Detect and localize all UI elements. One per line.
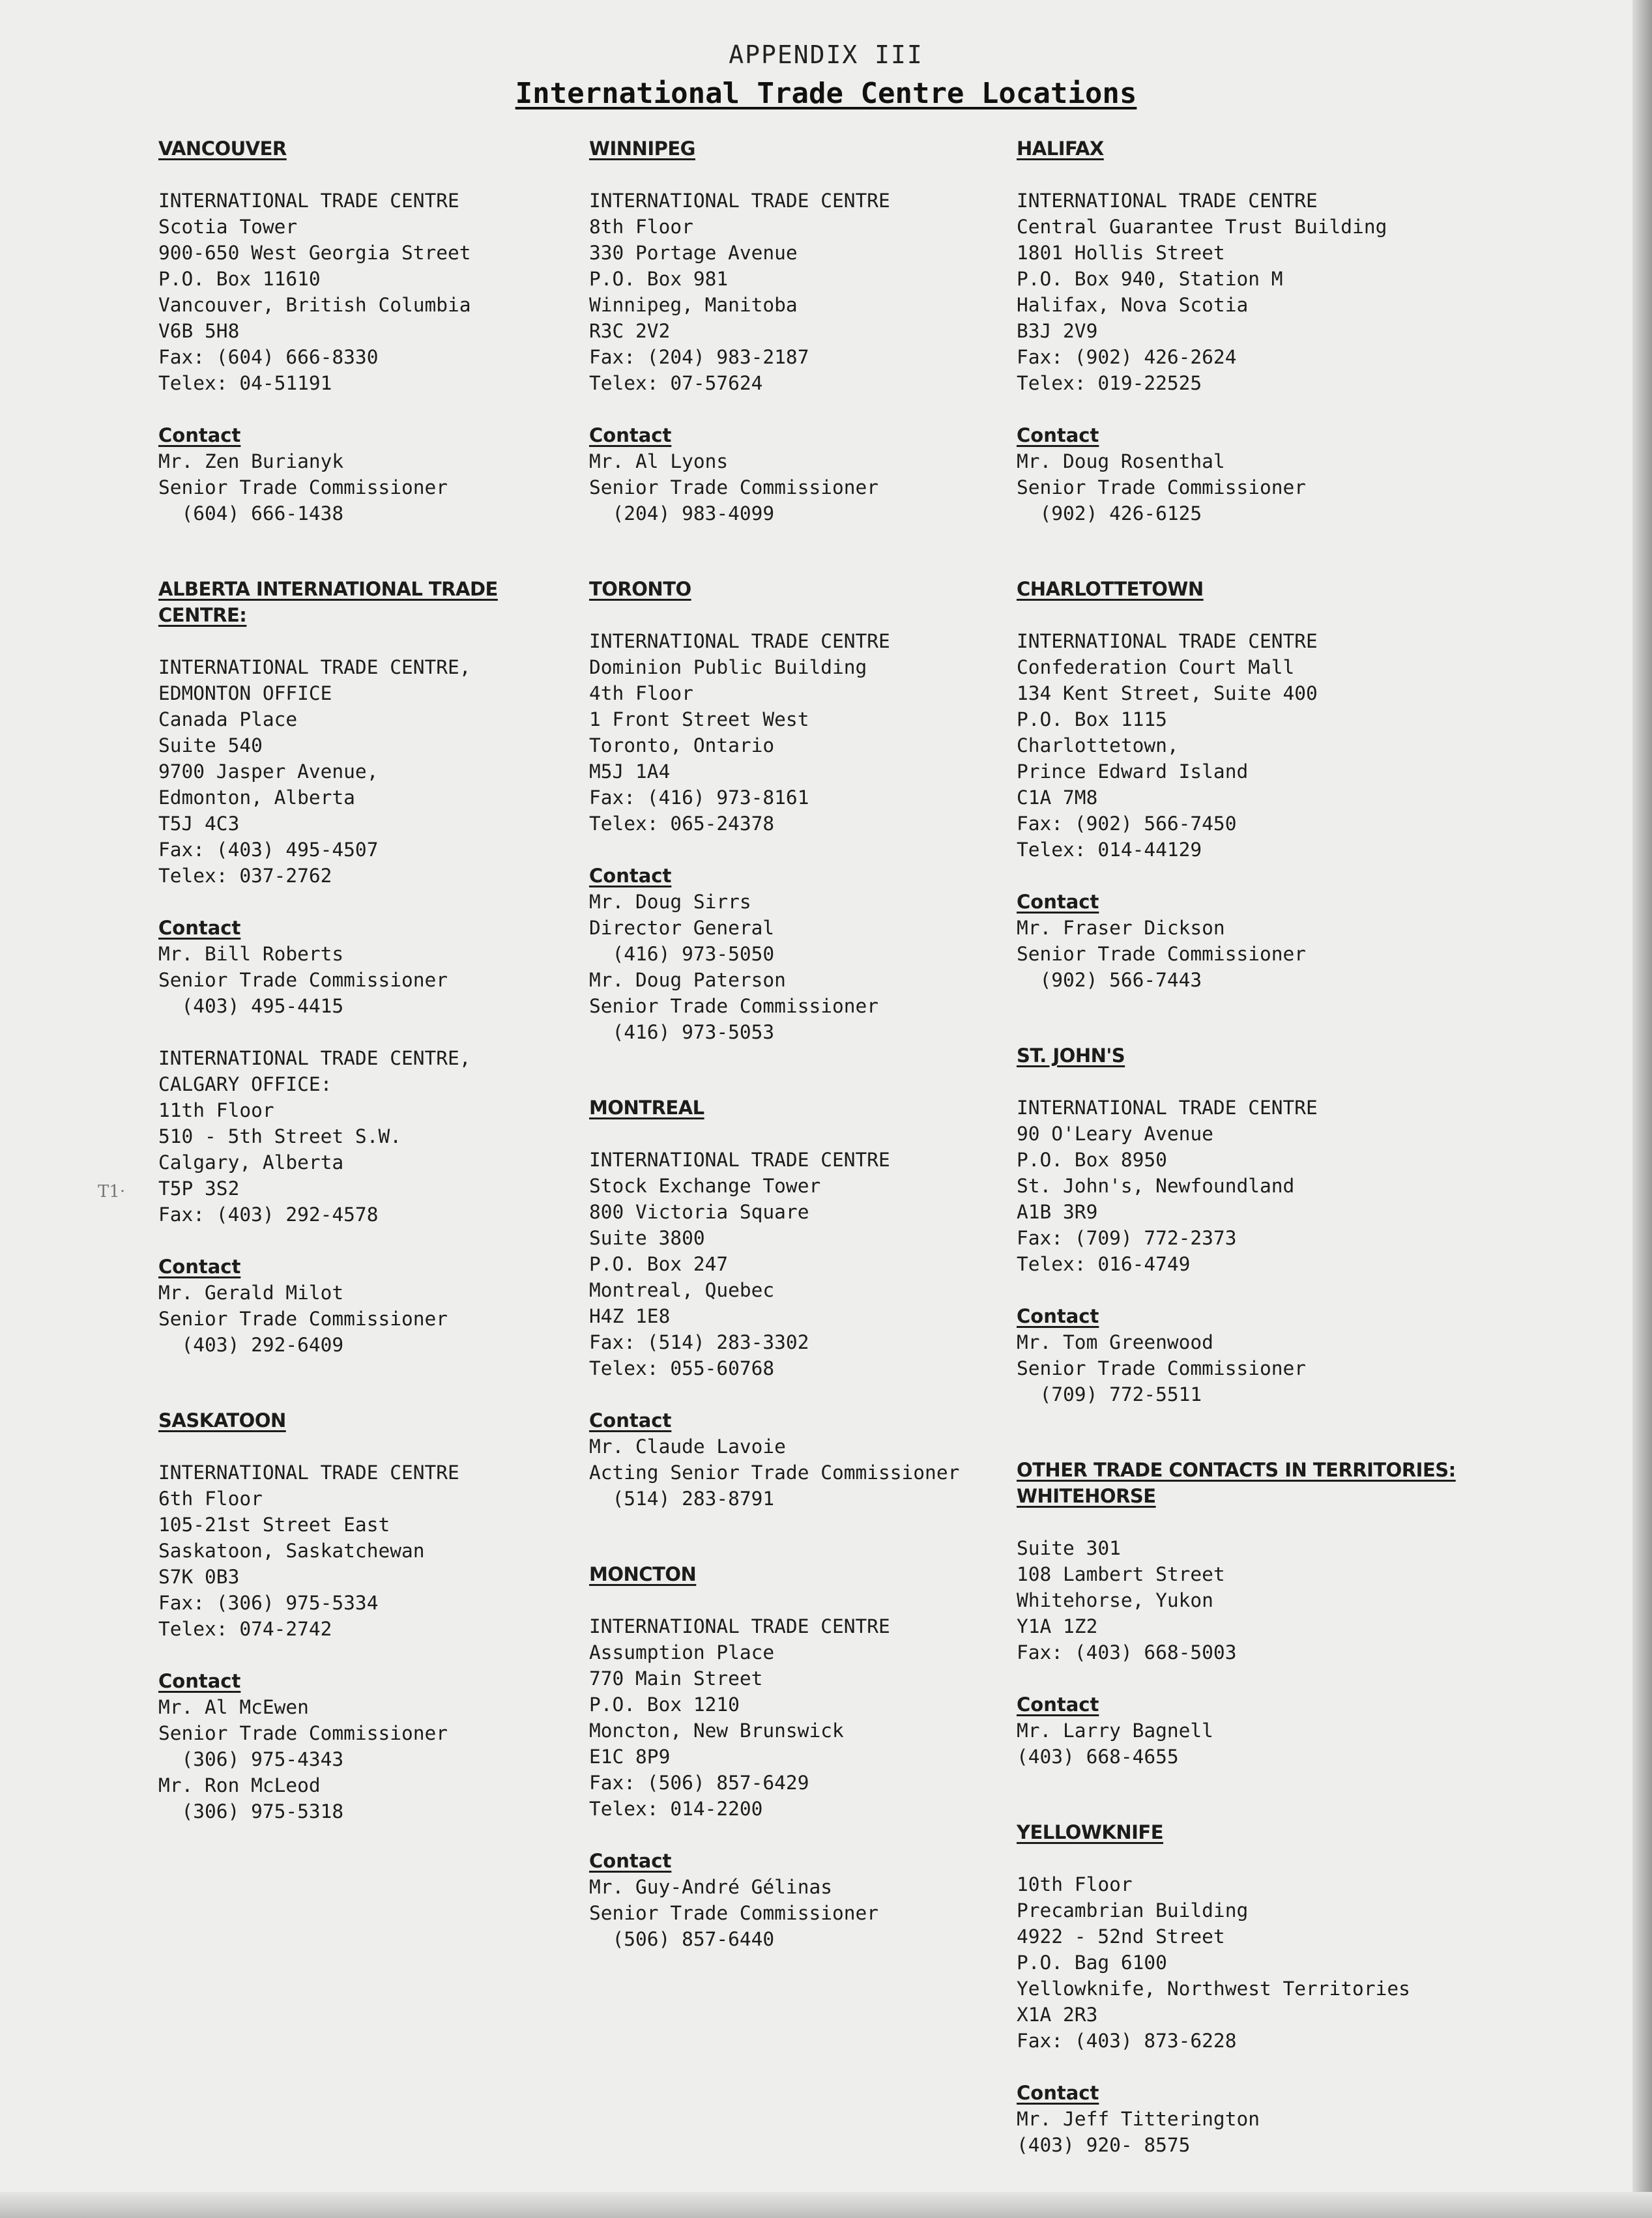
office-block (158, 1407, 575, 1824)
city-heading: MONCTON (589, 1563, 697, 1585)
address-line: S7K 0B3 (158, 1566, 240, 1588)
address-line: 1801 Hollis Street (1017, 242, 1225, 264)
address-line: P.O. Box 1115 (1017, 708, 1167, 730)
contact-heading: Contact (158, 424, 241, 446)
city-heading: CHARLOTTETOWN (1017, 578, 1204, 600)
address-line: 770 Main Street (589, 1667, 763, 1690)
address-line: Y1A 1Z2 (1017, 1615, 1098, 1637)
address-line: E1C 8P9 (589, 1746, 671, 1768)
address-line: 8th Floor (589, 216, 693, 238)
page-edge-shadow (1632, 0, 1652, 2218)
city-heading: WINNIPEG (589, 137, 695, 160)
address-line: T5J 4C3 (158, 813, 240, 835)
address-line: Fax: (403) 668-5003 (1017, 1641, 1237, 1664)
address-line: 108 Lambert Street (1017, 1563, 1225, 1585)
margin-annotation: T1· (98, 1182, 126, 1202)
contact-line: (902) 426-6125 (1017, 502, 1202, 525)
address-line: H4Z 1E8 (589, 1305, 671, 1327)
office-block (589, 1095, 1006, 1512)
contact-line: Mr. Bill Roberts (158, 943, 344, 965)
address-line: Stock Exchange Tower (589, 1175, 821, 1197)
contact-line: Senior Trade Commissioner (158, 476, 448, 498)
address-line: Fax: (306) 975-5334 (158, 1592, 379, 1614)
contact-line: (416) 973-5050 (589, 943, 775, 965)
contact-line: Mr. Doug Rosenthal (1017, 450, 1225, 472)
address-line: Fax: (604) 666-8330 (158, 346, 379, 368)
contact-line: Acting Senior Trade Commissioner (589, 1462, 960, 1484)
contact-line: Mr. Doug Sirrs (589, 891, 751, 913)
contact-line: (306) 975-5318 (158, 1800, 344, 1822)
contact-line: Senior Trade Commissioner (158, 1722, 448, 1744)
contact-line: Mr. Guy-André Gélinas (589, 1876, 832, 1898)
contact-line: Mr. Al McEwen (158, 1696, 309, 1718)
contact-line: Senior Trade Commissioner (589, 1902, 879, 1924)
city-heading: OTHER TRADE CONTACTS IN TERRITORIES: (1017, 1459, 1456, 1481)
address-line: INTERNATIONAL TRADE CENTRE (158, 1462, 459, 1484)
address-line: 10th Floor (1017, 1873, 1133, 1895)
page-title: International Trade Centre Locations (515, 77, 1137, 110)
column-left (158, 136, 575, 1874)
address-line: X1A 2R3 (1017, 2004, 1098, 2026)
address-line: T5P 3S2 (158, 1177, 240, 1200)
address-line: B3J 2V9 (1017, 320, 1098, 342)
address-line: Suite 3800 (589, 1227, 705, 1249)
address-line: Suite 540 (158, 734, 263, 756)
contact-heading: Contact (589, 865, 672, 887)
address-line: INTERNATIONAL TRADE CENTRE (589, 190, 890, 212)
address-line: Telex: 065-24378 (589, 813, 775, 835)
office-block (589, 1561, 1006, 1952)
address-line: Telex: 014-44129 (1017, 839, 1202, 861)
office-block (1017, 576, 1473, 993)
address-line: Fax: (506) 857-6429 (589, 1772, 809, 1794)
contact-line: (204) 983-4099 (589, 502, 775, 525)
contact-line: Mr. Doug Paterson (589, 969, 786, 991)
city-heading: SASKATOON (158, 1409, 286, 1432)
contact-heading: Contact (589, 1409, 672, 1432)
address-line: Halifax, Nova Scotia (1017, 294, 1249, 316)
address-line: Telex: 055-60768 (589, 1357, 775, 1379)
contact-line: (709) 772-5511 (1017, 1383, 1202, 1405)
address-line: Telex: 04-51191 (158, 372, 332, 394)
contact-heading: Contact (1017, 1305, 1099, 1327)
address-line: Saskatoon, Saskatchewan (158, 1540, 425, 1562)
address-line: V6B 5H8 (158, 320, 240, 342)
city-heading: ST. JOHN'S (1017, 1044, 1125, 1067)
contact-line: Senior Trade Commissioner (158, 969, 448, 991)
address-line: P.O. Box 247 (589, 1253, 729, 1275)
address-line: Canada Place (158, 708, 298, 730)
address-line: EDMONTON OFFICE (158, 682, 332, 704)
address-line: P.O. Box 940, Station M (1017, 268, 1283, 290)
address-line: Fax: (709) 772-2373 (1017, 1227, 1237, 1249)
address-line: Charlottetown, (1017, 734, 1179, 756)
city-heading: VANCOUVER (158, 137, 287, 160)
contact-line: (506) 857-6440 (589, 1928, 775, 1950)
appendix-label: APPENDIX III (729, 40, 923, 69)
address-line: INTERNATIONAL TRADE CENTRE (589, 630, 890, 652)
address-line: 900-650 West Georgia Street (158, 242, 471, 264)
address-line: INTERNATIONAL TRADE CENTRE (589, 1149, 890, 1171)
address-line: Whitehorse, Yukon (1017, 1589, 1213, 1611)
address-line: P.O. Box 11610 (158, 268, 321, 290)
office-block (589, 136, 1006, 526)
address-line: Suite 301 (1017, 1537, 1121, 1559)
contact-line: Senior Trade Commissioner (1017, 476, 1307, 498)
address-line: 11th Floor (158, 1099, 274, 1121)
address-line: INTERNATIONAL TRADE CENTRE (1017, 630, 1318, 652)
contact-line: Mr. Gerald Milot (158, 1282, 344, 1304)
contact-line: (902) 566-7443 (1017, 969, 1202, 991)
office-block (158, 576, 575, 1358)
address-line: Yellowknife, Northwest Territories (1017, 1978, 1410, 2000)
contact-line: Mr. Fraser Dickson (1017, 917, 1225, 939)
address-line: Edmonton, Alberta (158, 786, 355, 809)
contact-line: Senior Trade Commissioner (1017, 943, 1307, 965)
address-line: Telex: 014-2200 (589, 1798, 763, 1820)
address-line: Assumption Place (589, 1641, 775, 1664)
address-line: Telex: 016-4749 (1017, 1253, 1191, 1275)
contact-line: Senior Trade Commissioner (1017, 1357, 1307, 1379)
address-line: 330 Portage Avenue (589, 242, 798, 264)
address-line: C1A 7M8 (1017, 786, 1098, 809)
address-line: Telex: 019-22525 (1017, 372, 1202, 394)
address-line: Moncton, New Brunswick (589, 1720, 844, 1742)
address-line: A1B 3R9 (1017, 1201, 1098, 1223)
spacer (158, 1019, 575, 1045)
contact-line: Senior Trade Commissioner (589, 995, 879, 1017)
city-heading: HALIFAX (1017, 137, 1104, 160)
contact-line: (403) 920- 8575 (1017, 2134, 1191, 2156)
contact-heading: Contact (589, 1850, 672, 1872)
office-block (1017, 1457, 1473, 1770)
contact-heading: Contact (1017, 1693, 1099, 1716)
address-line: CALGARY OFFICE: (158, 1073, 332, 1095)
contact-line: (514) 283-8791 (589, 1488, 775, 1510)
contact-line: Mr. Claude Lavoie (589, 1435, 786, 1458)
contact-heading: Contact (158, 1256, 241, 1278)
office-block (589, 576, 1006, 1045)
office-block (1017, 136, 1473, 526)
address-line: Central Guarantee Trust Building (1017, 216, 1387, 238)
contact-heading: Contact (589, 424, 672, 446)
address-line: 6th Floor (158, 1488, 263, 1510)
address-line: Fax: (403) 292-4578 (158, 1203, 379, 1226)
address-line: P.O. Box 8950 (1017, 1149, 1167, 1171)
contact-line: Mr. Ron McLeod (158, 1774, 321, 1796)
address-line: 9700 Jasper Avenue, (158, 760, 379, 783)
address-line: Fax: (416) 973-8161 (589, 786, 809, 809)
address-line: P.O. Box 981 (589, 268, 729, 290)
office-block (1017, 1819, 1473, 2158)
contact-heading: Contact (158, 917, 241, 939)
address-line: Fax: (514) 283-3302 (589, 1331, 809, 1353)
contact-line: Director General (589, 917, 775, 939)
contact-line: Senior Trade Commissioner (589, 476, 879, 498)
contact-line: Mr. Zen Burianyk (158, 450, 344, 472)
address-line: 134 Kent Street, Suite 400 (1017, 682, 1318, 704)
address-line: Winnipeg, Manitoba (589, 294, 798, 316)
contact-heading: Contact (1017, 424, 1099, 446)
address-line: Calgary, Alberta (158, 1151, 344, 1174)
contact-line: Mr. Tom Greenwood (1017, 1331, 1213, 1353)
contact-line: (403) 495-4415 (158, 995, 344, 1017)
address-line: Fax: (902) 566-7450 (1017, 813, 1237, 835)
address-line: INTERNATIONAL TRADE CENTRE (158, 190, 459, 212)
address-line: Telex: 074-2742 (158, 1618, 332, 1640)
address-line: Precambrian Building (1017, 1899, 1249, 1922)
address-line: R3C 2V2 (589, 320, 671, 342)
address-line: INTERNATIONAL TRADE CENTRE, (158, 656, 471, 678)
address-line: P.O. Box 1210 (589, 1693, 740, 1716)
address-line: 4922 - 52nd Street (1017, 1925, 1225, 1948)
contact-line: Senior Trade Commissioner (158, 1308, 448, 1330)
city-heading: YELLOWKNIFE (1017, 1821, 1164, 1843)
contact-line: Mr. Larry Bagnell (1017, 1720, 1213, 1742)
contact-line: (403) 292-6409 (158, 1334, 344, 1356)
address-line: Scotia Tower (158, 216, 298, 238)
address-line: 510 - 5th Street S.W. (158, 1125, 401, 1147)
city-heading: MONTREAL (589, 1097, 704, 1119)
address-line: INTERNATIONAL TRADE CENTRE, (158, 1047, 471, 1069)
address-line: 1 Front Street West (589, 708, 809, 730)
address-line: 90 O'Leary Avenue (1017, 1123, 1213, 1145)
address-line: 800 Victoria Square (589, 1201, 809, 1223)
address-line: Fax: (403) 495-4507 (158, 839, 379, 861)
column-middle (589, 136, 1006, 2002)
address-line: M5J 1A4 (589, 760, 671, 783)
address-line: Telex: 07-57624 (589, 372, 763, 394)
contact-line: Mr. Al Lyons (589, 450, 729, 472)
address-line: Fax: (204) 983-2187 (589, 346, 809, 368)
contact-line: (604) 666-1438 (158, 502, 344, 525)
address-line: Telex: 037-2762 (158, 865, 332, 887)
contact-heading: Contact (158, 1670, 241, 1692)
contact-line: (306) 975-4343 (158, 1748, 344, 1770)
address-line: Dominion Public Building (589, 656, 867, 678)
address-line: Fax: (403) 873-6228 (1017, 2030, 1237, 2052)
address-line: Montreal, Quebec (589, 1279, 775, 1301)
address-line: St. John's, Newfoundland (1017, 1175, 1295, 1197)
city-heading: TORONTO (589, 578, 691, 600)
address-line: 105-21st Street East (158, 1514, 390, 1536)
address-line: INTERNATIONAL TRADE CENTRE (589, 1615, 890, 1637)
address-line: Vancouver, British Columbia (158, 294, 471, 316)
office-block (1017, 1043, 1473, 1407)
contact-line: (416) 973-5053 (589, 1021, 775, 1043)
address-line: Confederation Court Mall (1017, 656, 1295, 678)
address-line: INTERNATIONAL TRADE CENTRE (1017, 1097, 1318, 1119)
column-right (1017, 136, 1473, 2208)
contact-line: Mr. Jeff Titterington (1017, 2108, 1260, 2130)
city-heading: ALBERTA INTERNATIONAL TRADE CENTRE: (158, 578, 498, 626)
address-line: Toronto, Ontario (589, 734, 775, 756)
address-line: P.O. Bag 6100 (1017, 1952, 1167, 1974)
contact-heading: Contact (1017, 2082, 1099, 2104)
address-line: Fax: (902) 426-2624 (1017, 346, 1237, 368)
address-line: 4th Floor (589, 682, 693, 704)
address-line: INTERNATIONAL TRADE CENTRE (1017, 190, 1318, 212)
contact-line: (403) 668-4655 (1017, 1746, 1179, 1768)
city-subheading: WHITEHORSE (1017, 1485, 1156, 1507)
contact-heading: Contact (1017, 891, 1099, 913)
office-block (158, 136, 575, 526)
address-line: Prince Edward Island (1017, 760, 1249, 783)
